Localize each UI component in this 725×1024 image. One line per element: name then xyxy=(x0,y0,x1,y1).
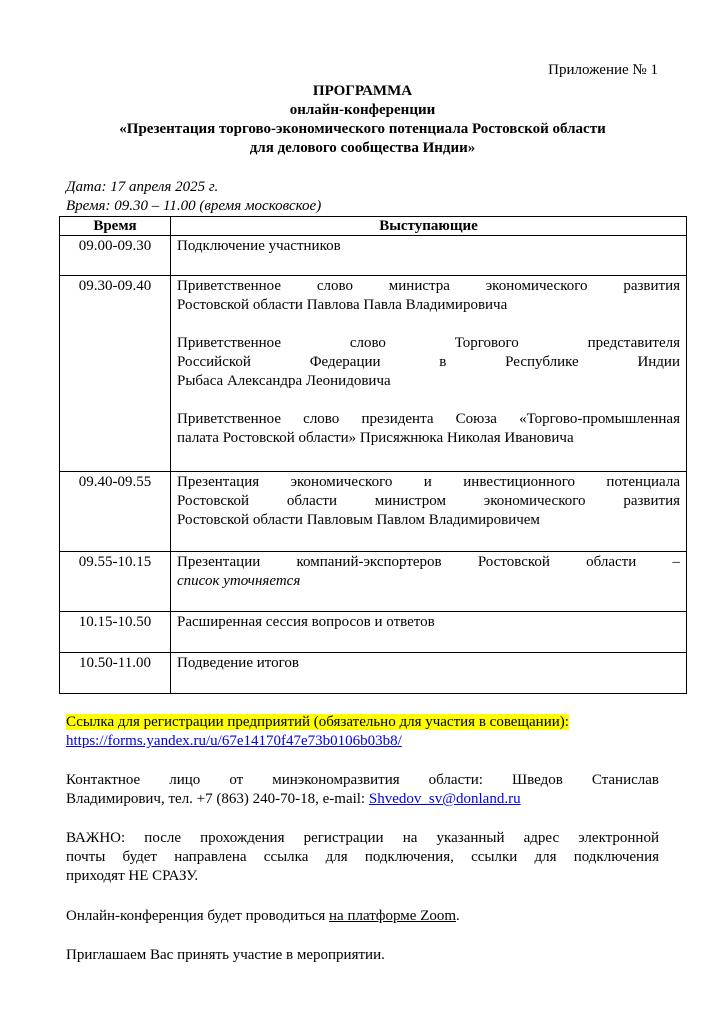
title-line: онлайн-конференции xyxy=(289,102,436,118)
cell-text: Презентации компаний-экспортеров Ростовской области – xyxy=(177,554,680,570)
table-row xyxy=(60,653,687,694)
time-cell: 10.50-11.00 xyxy=(60,653,171,694)
cell-text: Российской Федерации в Республике Индии xyxy=(177,354,680,370)
speaker-cell xyxy=(171,276,687,472)
platform-link[interactable]: на платформе Zoom xyxy=(329,908,457,924)
time-cell: 09.40-09.55 xyxy=(60,472,171,552)
contact-block xyxy=(66,771,659,809)
important-line: ВАЖНО: после прохождения регистрации на указанный адрес электронной xyxy=(66,830,659,846)
cell-text: Ростовской области Павлова Павла Владимировича xyxy=(177,297,508,313)
title-line: «Презентация торгово-экономического потенциала Ростовской области xyxy=(119,121,606,137)
cell-text: Рыбаса Александра Леонидовича xyxy=(177,373,391,389)
event-meta xyxy=(66,178,321,216)
event-date: Дата: 17 апреля 2025 г. xyxy=(66,179,219,195)
table-row xyxy=(60,472,687,552)
important-line: почты будет направлена ссылка для подключения, ссылки для подключения xyxy=(66,849,659,865)
contact-email-link[interactable]: Shvedov_sv@donland.ru xyxy=(368,791,521,807)
cell-text: Приветственное слово Торгового представителя xyxy=(177,335,680,351)
title-line: ПРОГРАММА xyxy=(312,83,413,99)
table-row xyxy=(60,552,687,612)
registration-label: Ссылка для регистрации предприятий (обязательно для участия в совещании): xyxy=(66,714,569,730)
important-line: приходят НЕ СРАЗУ. xyxy=(66,868,199,884)
cell-text: Расширенная сессия вопросов и ответов xyxy=(177,614,435,630)
invite-text: Приглашаем Вас принять участие в мероприятии. xyxy=(66,947,385,963)
cell-text: Подведение итогов xyxy=(177,655,299,671)
time-cell: 09.55-10.15 xyxy=(60,552,171,612)
speaker-cell xyxy=(171,653,687,694)
registration-link[interactable]: https://forms.yandex.ru/u/67e14170f47e73b0106b03b8/ xyxy=(66,733,402,749)
platform-suffix: . xyxy=(456,908,460,924)
contact-line: Контактное лицо от минэкономразвития области: Шведов Станислав xyxy=(66,772,659,788)
appendix-label: Приложение № 1 xyxy=(548,62,658,78)
cell-text: Приветственное слово президента Союза «Торгово-промышленная xyxy=(177,411,680,427)
col-header-time: Время xyxy=(60,217,171,236)
table-row xyxy=(60,276,687,472)
registration-block xyxy=(66,713,659,751)
platform-text: Онлайн-конференция будет проводиться xyxy=(66,908,330,924)
speaker-cell xyxy=(171,472,687,552)
title-line: для делового сообщества Индии» xyxy=(249,140,476,156)
platform-block xyxy=(66,907,659,926)
event-time: Время: 09.30 – 11.00 (время московское) xyxy=(66,198,322,214)
cell-text: Подключение участников xyxy=(177,238,341,254)
time-cell: 09.00-09.30 xyxy=(60,236,171,276)
cell-text: Ростовской области министром экономического развития xyxy=(177,493,680,509)
col-header-speakers: Выступающие xyxy=(171,217,687,236)
speaker-cell xyxy=(171,236,687,276)
invite-block xyxy=(66,946,659,965)
time-cell: 10.15-10.50 xyxy=(60,612,171,653)
cell-text: Презентация экономического и инвестиционного потенциала xyxy=(177,474,680,490)
cell-text: Приветственное слово министра экономического развития xyxy=(177,278,680,294)
cell-text: Ростовской области Павловым Павлом Владимировичем xyxy=(177,512,540,528)
cell-text: список уточняется xyxy=(177,573,301,589)
program-title xyxy=(60,82,665,158)
time-cell: 09.30-09.40 xyxy=(60,276,171,472)
contact-line: Владимирович, тел. +7 (863) 240-70-18, e-mail: xyxy=(66,791,369,807)
cell-text: палата Ростовской области» Присяжнюка Николая Ивановича xyxy=(177,430,574,446)
table-row xyxy=(60,612,687,653)
speaker-cell xyxy=(171,612,687,653)
program-table xyxy=(59,216,687,694)
important-block xyxy=(66,829,659,886)
table-row xyxy=(60,236,687,276)
speaker-cell xyxy=(171,552,687,612)
